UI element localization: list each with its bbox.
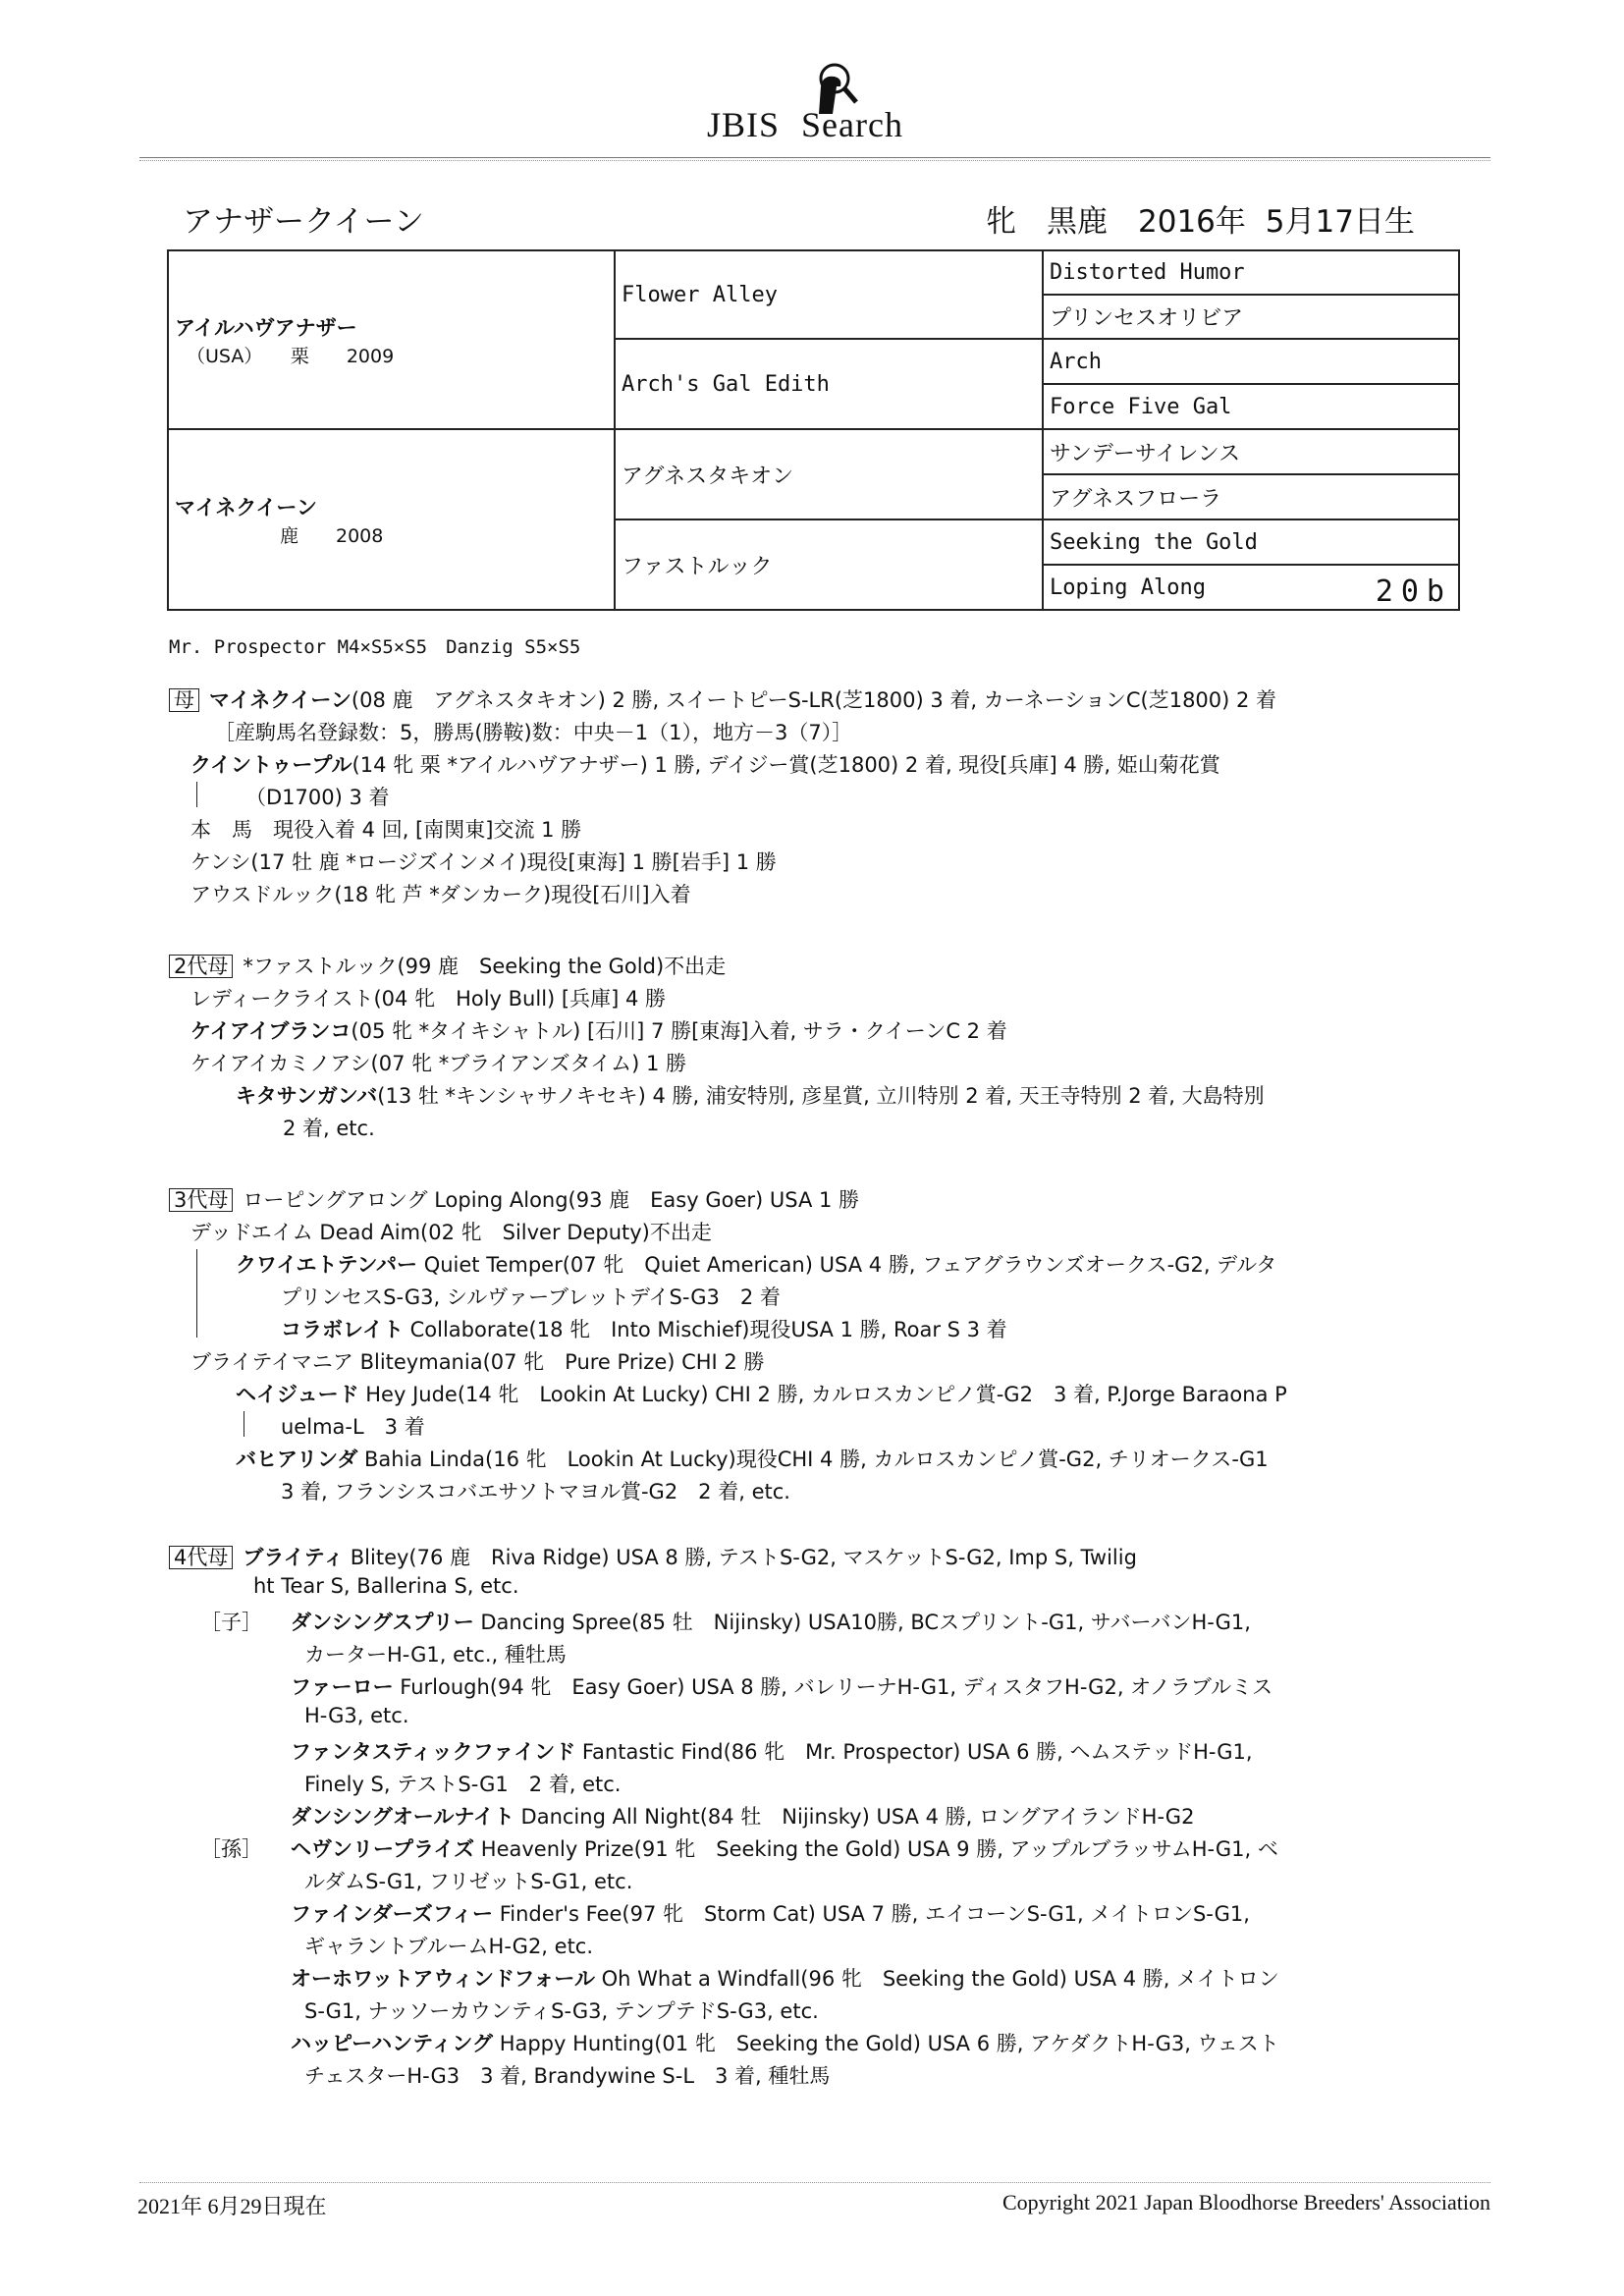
g4-line-9: ダンシングオールナイト Dancing All Night(84 牡 Nijinsky) USA 4 勝, ロングアイランドH-G2 bbox=[291, 1805, 1195, 1829]
footer-rule bbox=[139, 2182, 1490, 2183]
pedigree-g3-1: Distorted Humor bbox=[1043, 250, 1459, 295]
g4-tag: 4代母 bbox=[169, 1546, 233, 1569]
g2-line-2: レディークライスト(04 牝 Holy Bull) [兵庫] 4 勝 bbox=[190, 987, 666, 1011]
header-rule-2 bbox=[139, 160, 1490, 161]
logo-text: JBIS Search bbox=[707, 105, 903, 144]
g4-line-11: ルダムS-G1, フリゼットS-G1, etc. bbox=[304, 1870, 633, 1893]
dam-line-7: アウスドルック(18 牝 芦 *ダンカーク)現役[石川]入着 bbox=[190, 883, 691, 906]
dam-line-1: 母 マイネクイーン(08 鹿 アグネスタキオン) 2 勝, スイートピーS-LR(芝1800) 3 着, カーネーションC(芝1800) 2 着 bbox=[169, 684, 1276, 714]
dam-line-6: ケンシ(17 牡 鹿 *ロージズインメイ)現役[東海] 1 勝[岩手] 1 勝 bbox=[190, 850, 777, 874]
g2-line-1: 2代母 *ファストルック(99 鹿 Seeking the Gold)不出走 bbox=[169, 951, 726, 980]
g2-line-5: キタサンガンバ(13 牡 *キンシャサノキセキ) 4 勝, 浦安特別, 彦星賞, 立川特別 2 着, 天王寺特別 2 着, 大島特別 bbox=[236, 1084, 1265, 1108]
g4-line-17: チェスターH-G3 3 着, Brandywine S-L 3 着, 種牡馬 bbox=[304, 2064, 831, 2088]
g3-line-6: ブライテイマニア Bliteymania(07 牝 Pure Prize) CHI 2 勝 bbox=[190, 1350, 765, 1374]
g3-line-1: 3代母 ローピングアロング Loping Along(93 鹿 Easy Goer) USA 1 勝 bbox=[169, 1184, 859, 1214]
g4-line-3: ダンシングスプリー Dancing Spree(85 牡 Nijinsky) USA10勝, BCスプリント-G1, サバーバンH-G1, bbox=[291, 1611, 1251, 1634]
g3-line-5: コラボレイト Collaborate(18 牝 Into Mischief)現役USA 1 勝, Roar S 3 着 bbox=[281, 1318, 1007, 1341]
pedigree-g3-2: プリンセスオリビア bbox=[1043, 295, 1459, 339]
pedigree-g2-3: アグネスタキオン bbox=[615, 429, 1043, 519]
horse-info: 牝 黒鹿 2016年 5月17日生 bbox=[986, 204, 1415, 240]
sire-detail: （USA） 栗 2009 bbox=[187, 345, 395, 367]
g4-line-16: ハッピーハンティング Happy Hunting(01 牝 Seeking the Gold) USA 6 勝, アケダクトH-G3, ウェスト bbox=[291, 2032, 1279, 2055]
pedigree-g2-4: ファストルック bbox=[615, 519, 1043, 610]
g3-line-2: デッドエイム Dead Aim(02 牝 Silver Deputy)不出走 bbox=[190, 1221, 712, 1244]
dam-tag: 母 bbox=[169, 688, 199, 712]
dam-line-2: ［産駒馬名登録数：5，勝馬(勝鞍)数：中央－1（1），地方－3（7）］ bbox=[214, 721, 853, 744]
g4-line-2: ht Tear S, Ballerina S, etc. bbox=[253, 1574, 519, 1598]
family-number: 20b bbox=[1375, 574, 1452, 609]
g3-tag: 3代母 bbox=[169, 1188, 233, 1212]
g4-line-1: 4代母 ブライティ Blitey(76 鹿 Riva Ridge) USA 8 勝, テストS-G2, マスケットS-G2, Imp S, Twilig bbox=[169, 1542, 1137, 1571]
g4-line-12: ファインダーズフィー Finder's Fee(97 牝 Storm Cat) USA 7 勝, エイコーンS-G1, メイトロンS-G1, bbox=[291, 1902, 1250, 1926]
dam-line-5: 本 馬 現役入着 4 回, [南関東]交流 1 勝 bbox=[190, 818, 582, 842]
g3-line-7: ヘイジュード Hey Jude(14 牝 Lookin At Lucky) CHI 2 勝, カルロスカンピノ賞-G2 3 着, P.Jorge Baraona P bbox=[236, 1383, 1287, 1406]
g2-line-4: ケイアイカミノアシ(07 牝 *ブライアンズタイム) 1 勝 bbox=[190, 1052, 687, 1075]
g3-line-10: 3 着, フランシスコバエサソトマヨル賞-G2 2 着, etc. bbox=[281, 1480, 790, 1503]
g4-line-7: ファンタスティックファインド Fantastic Find(86 牝 Mr. Prospector) USA 6 勝, ヘムステッドH-G1, bbox=[291, 1740, 1253, 1764]
pedigree-g2-2: Arch's Gal Edith bbox=[615, 339, 1043, 429]
jbis-logo bbox=[707, 57, 962, 155]
g2-tag: 2代母 bbox=[169, 955, 233, 978]
footer-date: 2021年 6月29日現在 bbox=[137, 2194, 327, 2218]
g4-line-6: H-G3, etc. bbox=[304, 1704, 409, 1727]
pedigree-table bbox=[167, 249, 1460, 611]
inbreeding: Mr. Prospector M4×S5×S5 Danzig S5×S5 bbox=[169, 636, 581, 658]
dam-detail: 鹿 2008 bbox=[187, 524, 384, 547]
grandchild-label: ［孫］ bbox=[200, 1837, 262, 1861]
pedigree-g3-6: アグネスフローラ bbox=[1043, 474, 1459, 519]
pedigree-g2-1: Flower Alley bbox=[615, 250, 1043, 339]
g4-line-10: ヘヴンリープライズ Heavenly Prize(91 牝 Seeking the Gold) USA 9 勝, アップルブラッサムH-G1, ベ bbox=[291, 1837, 1278, 1861]
g4-line-4: カーターH-G1, etc., 種牡馬 bbox=[304, 1643, 567, 1667]
dam-bar bbox=[196, 782, 197, 807]
g4-line-14: オーホワットアウィンドフォール Oh What a Windfall(96 牝 Seeking the Gold) USA 4 勝, メイトロン bbox=[291, 1967, 1279, 1991]
g3-line-3: クワイエトテンパー Quiet Temper(07 牝 Quiet American) USA 4 勝, フェアグラウンズオークス-G2, デルタ bbox=[236, 1253, 1277, 1277]
pedigree-g3-4: Force Five Gal bbox=[1043, 384, 1459, 429]
g4-line-13: ギャラントブルームH-G2, etc. bbox=[304, 1935, 594, 1958]
g3-bar-1 bbox=[196, 1249, 197, 1338]
header-rule bbox=[139, 157, 1490, 158]
dam-name: マイネクイーン bbox=[175, 495, 317, 519]
pedigree-sire bbox=[168, 250, 615, 429]
footer-copyright: Copyright 2021 Japan Bloodhorse Breeders' Association bbox=[1001, 2190, 1490, 2214]
pedigree-dam bbox=[168, 429, 615, 610]
child-label: ［子］ bbox=[200, 1611, 262, 1634]
g2-line-6: 2 着, etc. bbox=[283, 1117, 375, 1140]
g3-line-4: プリンセスS-G3, シルヴァーブレットデイS-G3 2 着 bbox=[281, 1285, 781, 1309]
g4-line-15: S-G1, ナッソーカウンティS-G3, テンプテドS-G3, etc. bbox=[304, 1999, 819, 2023]
pedigree-g3-7: Seeking the Gold bbox=[1043, 519, 1459, 565]
pedigree-g3-3: Arch bbox=[1043, 339, 1459, 384]
pedigree-g3-8 bbox=[1043, 565, 1459, 610]
dam-line-4: （D1700) 3 着 bbox=[245, 786, 390, 809]
g4-line-5: ファーロー Furlough(94 牝 Easy Goer) USA 8 勝, バレリーナH-G1, ディスタフH-G2, オノラブルミス bbox=[291, 1675, 1273, 1699]
g4-line-8: Finely S, テストS-G1 2 着, etc. bbox=[304, 1773, 622, 1796]
pedigree-g3-8-label: Loping Along bbox=[1050, 574, 1206, 600]
pedigree-g3-5: サンデーサイレンス bbox=[1043, 429, 1459, 474]
g3-line-8: uelma-L 3 着 bbox=[281, 1415, 425, 1439]
sire-name: アイルハヴアナザー bbox=[175, 315, 357, 340]
g2-line-3: ケイアイブランコ(05 牝 *タイキシャトル) [石川] 7 勝[東海]入着, サラ・クイーンC 2 着 bbox=[190, 1019, 1007, 1043]
dam-line-3: クイントゥープル(14 牝 栗 *アイルハヴアナザー) 1 勝, デイジー賞(芝1800) 2 着, 現役[兵庫] 4 勝, 姫山菊花賞 bbox=[190, 753, 1220, 777]
horse-name: アナザークイーン bbox=[183, 204, 424, 240]
g3-line-9: バヒアリンダ Bahia Linda(16 牝 Lookin At Lucky)現役CHI 4 勝, カルロスカンピノ賞-G2, チリオークス-G1 bbox=[236, 1448, 1269, 1471]
